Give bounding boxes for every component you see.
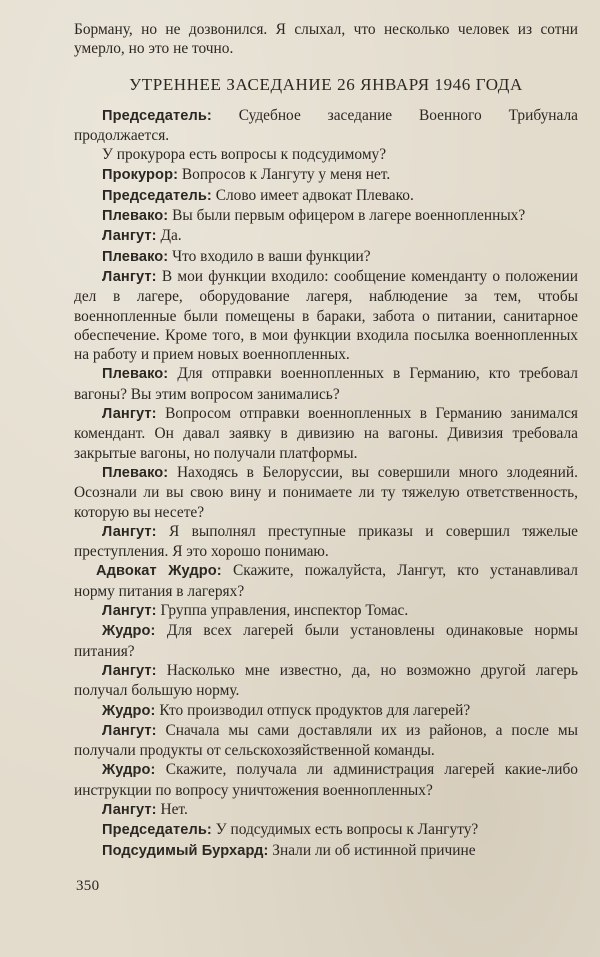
remark-paragraph [74,106,578,146]
speaker-name: Лангут: [102,268,157,285]
remark-text: Для отправки военнопленных в Германию, кто требовал вагоны? Вы этим вопросом занимались? [74,365,578,403]
remark-paragraph [74,721,578,761]
remark-paragraph [74,226,578,246]
speaker-name: Прокурор: [102,167,179,184]
remark-text: Для всех лагерей были установлены одинаковые нормы питания? [74,622,578,660]
remark-text: Скажите, получала ли администрация лагерей какие-либо инструкции по вопросу уничтожения военнопленных? [74,761,578,799]
session-heading: УТРЕННЕЕ ЗАСЕДАНИЕ 26 ЯНВАРЯ 1946 ГОДА [129,74,523,94]
remark-paragraph [74,800,578,820]
remark-paragraph [74,267,578,364]
remark-text: Нет. [156,800,188,818]
remark-text: Вы были первым офицером в лагере военнопленных? [168,207,526,225]
remark-text: Насколько мне известно, да, но возможно другой лагерь получал большую норму. [74,661,578,700]
remark-paragraph [74,522,578,562]
remark-text: У прокурора есть вопросы к подсудимому? [102,146,387,164]
remark-text: Вопросом отправки военнопленных в Германию занимался комендант. Он давал заявку в дивизию на вагоны. Дивизия требовала закрытые вагоны, но получали платформы. [74,405,578,462]
speaker-name: Лангут: [102,603,157,620]
remark-text: Что входило в ваши функции? [168,247,371,265]
speaker-name: Жудро: [102,623,156,640]
intro-paragraph: Борману, но не дозвонился. Я слыхал, что несколько человек из сотни умерло, но это не точно. [74,21,578,58]
text-body [74,20,578,861]
remark-paragraph [74,463,578,522]
remark-paragraph [74,621,578,661]
speaker-name: Плевако: [102,464,169,481]
speaker-name: Лангут: [102,662,157,679]
remark-paragraph [74,701,578,721]
speaker-name: Лангут: [102,722,157,739]
remark-text: Кто производил отпуск продуктов для лагерей? [155,701,471,719]
speaker-name: Плевако: [102,208,169,225]
speaker-name: Председатель: [102,107,212,124]
speaker-name: Плевако: [102,366,169,383]
speaker-name: Жудро: [102,762,156,779]
page-number: 350 [76,878,100,894]
remark-paragraph [74,561,578,601]
remark-paragraph [74,165,578,185]
remark-text: Скажите, пожалуйста, Лангут, кто устанавливал норму питания в лагерях? [74,562,578,600]
remark-paragraph [74,404,578,463]
remark-paragraph [74,145,578,165]
remark-paragraph [74,206,578,226]
remark-text: У подсудимых есть вопросы к Лангуту? [211,821,479,839]
remark-text: Сначала мы сами доставляли их из районов, а после мы получали продукты от сельскохозяйственной команды. [74,721,578,760]
remark-text: В мои функции входило: сообщение коменданту о положении дел в лагере, оборудование лагеря, наблюдение за тем, чтобы военнопленные были помещены в бараки, забота о питании, санитарное обеспечение. Кроме того, в мои функции входила посылка военнопленных на работу и прием новых военнопленных. [74,267,578,364]
remark-text: Группа управления, инспектор Томас. [156,602,409,620]
remark-text: Слово имеет адвокат Плевако. [211,186,414,204]
remark-paragraph [74,820,578,840]
remark-text: Судебное заседание Военного Трибунала продолжается. [74,106,578,144]
speaker-name: Адвокат Жудро: [96,563,222,580]
remark-paragraph [74,760,578,800]
remark-paragraph [74,841,578,861]
remark-paragraph [74,247,578,267]
remark-text: Да. [156,227,182,245]
speaker-name: Плевако: [102,248,169,265]
remark-paragraph [74,364,578,404]
remark-paragraph [74,186,578,206]
remark-text: Я выполнял преступные приказы и совершил тяжелые преступления. Я это хорошо понимаю. [74,522,578,561]
speaker-name: Лангут: [102,228,157,245]
speaker-name: Лангут: [102,523,157,540]
remark-paragraph [74,661,578,701]
remark-paragraph [74,601,578,621]
remark-text: Вопросов к Лангуту у меня нет. [178,166,391,184]
speaker-name: Лангут: [102,406,157,423]
speaker-name: Подсудимый Бурхард: [102,842,269,859]
speaker-name: Председатель: [102,822,212,839]
remark-text: Находясь в Белоруссии, вы совершили много злодеяний. Осознали ли вы свою вину и понимаете ли ту тяжелую ответственность, которую вы несете? [74,463,578,521]
speaker-name: Лангут: [102,801,157,818]
speaker-name: Жудро: [102,702,156,719]
speaker-name: Председатель: [102,187,212,204]
remark-text: Знали ли об истинной причине [268,841,476,859]
